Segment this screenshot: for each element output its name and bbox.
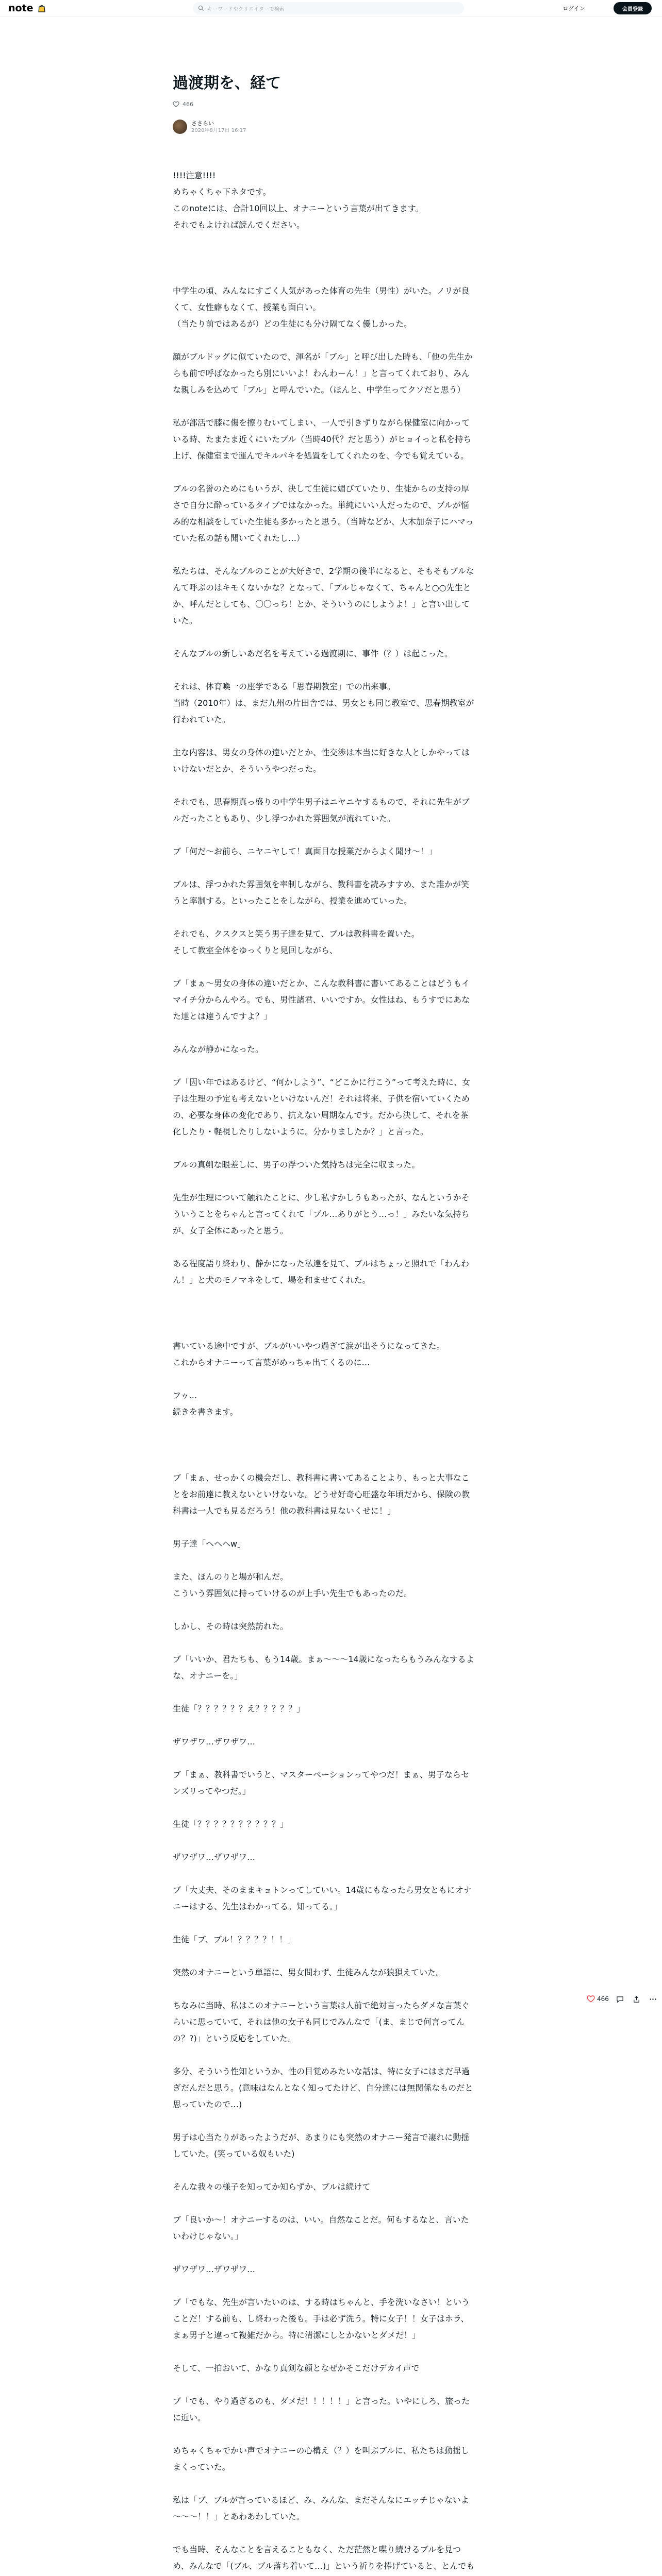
paragraph: ザワザワ…ザワザワ… [173, 1852, 256, 1862]
paragraph-spacer [173, 1305, 476, 1338]
paragraph: フゥ… 続きを書きます。 [173, 1391, 238, 1417]
paragraph: そんな我々の様子を知ってか知らずか、ブルは続けて [173, 2182, 371, 2192]
paragraph: 顔がブルドッグに似ていたので、渾名が「ブル」と呼び出した時も、「他の先生からも前で呼ばなかったら別にいいよ！わんわーん！」と言ってくれており、みんな親しみを込めて「ブル」と呼んでいた。（ほんと、中学生ってクソだと思う） [173, 352, 473, 395]
comment-icon [616, 1995, 624, 2003]
paragraph: それは、体育喚一の座学である「思春期教室」での出来事。 当時（2010年）は、まだ九州の片田舎では、男女とも同じ教室で、思春期教室が行われていた。 [173, 682, 474, 724]
paragraph: !!!!注意!!!! めちゃくちゃ下ネタです。 このnoteには、合計10回以上、オナニーという言葉が出てきます。 それでもよければ読んでください。 [173, 171, 424, 230]
search-icon [198, 5, 204, 11]
author-info[interactable] [173, 120, 246, 134]
search-placeholder: キーワードやクリエイターで検索 [207, 6, 285, 12]
paragraph: ブ「まぁ～男女の身体の違いだとか、こんな教科書に書いてあることはどうもイマイチ分からんやろ。でも、男性諸君、いいですか。女性はね、もうすでにあなた達とは違うんですよ？」 [173, 978, 470, 1021]
paragraph: ある程度語り終わり、静かになった私達を見て、ブルはちょっと照れで「わんわん！」と犬のモノマネをして、場を和ませてくれた。 [173, 1259, 470, 1285]
paragraph: そんなブルの新しいあだ名を考えている過渡期に、事件（？）は起こった。 [173, 649, 453, 658]
login-button[interactable]: ログイン [562, 5, 585, 12]
heart-icon [587, 1995, 595, 2003]
paragraph: ブルは、浮つかれた雰囲気を率制しながら、教科書を読みすすめ、また誰かが笑うと率制する。といったことをしながら、授業を進めていった。 [173, 879, 469, 906]
post-date: 2020年8月17日 16:17 [191, 127, 246, 133]
paragraph: 生徒「？？？？？？？？？？」 [173, 1819, 289, 1829]
search-input[interactable] [193, 2, 464, 14]
like-button[interactable] [587, 1995, 609, 2003]
paragraph-spacer [173, 250, 476, 283]
paragraph: ブ「大丈夫、そのままキョトンってしていい。14歳にもなったら男女ともにオナニーはする、先生はわかってる。知ってる。」 [173, 1885, 472, 1911]
paragraph: ザワザワ…ザワザワ… [173, 2264, 256, 2274]
paragraph: 突然のオナニーという単語に、男女問わず、生徒みんなが狼狽えていた。 [173, 1968, 444, 1977]
article-header [173, 72, 476, 95]
paragraph: 男子は心当たりがあったようだが、あまりにも突然のオナニー発言で凄れに動揺していた。(笑っている奴もいた) [173, 2132, 470, 2159]
paragraph: ブ「まぁ、せっかくの機会だし、教科書に書いてあることより、もっと大事なことをお前達に教えないといけないな。どうせ好奇心旺盛な年頃だから、保険の教科書は一人でも見るだろう！他の教科書は見ないくせに！」 [173, 1473, 470, 1516]
paragraph: また、ほんのりと場が和んだ。 こういう雰囲気に持っていけるのが上手い先生でもあったのだ。 [173, 1572, 412, 1598]
comment-button[interactable] [615, 1994, 625, 2004]
paragraph: 生徒「ブ、ブル！？？？？！！」 [173, 1935, 296, 1944]
more-icon [649, 1995, 657, 2003]
paragraph: しかし、その時は突然訪れた。 [173, 1621, 289, 1631]
signup-button[interactable]: 会員登録 [614, 2, 652, 14]
like-summary[interactable] [173, 101, 193, 108]
paragraph: ブルの真剣な眼差しに、男子の浮ついた気持ちは完全に収まった。 [173, 1160, 420, 1170]
author-name[interactable]: ささらい [191, 120, 214, 127]
paragraph: ブ「因い年ではあるけど、“何かしよう”、“どこかに行こう”って考えた時に、女子は生理の予定も考えないといけないんだ！それは将来、子供を宿いていくための、必要な身体の変化であり、抗えない周期なんです。だから決して、それを茶化したり・軽視したりしないように。分かりましたか？」と言った。 [173, 1077, 471, 1137]
paragraph: ブ「良いか～！オナニーするのは、いい。自然なことだ。何もするなと、言いたいわけじゃない。」 [173, 2215, 469, 2241]
paragraph: 生徒「？？？？？？え？？？？？」 [173, 1704, 305, 1714]
paragraph: ブ「でも、やり過ぎるのも、ダメだ！！！！！」と言った。いやにしろ、旅ったに近い。 [173, 2396, 470, 2422]
share-button[interactable] [632, 1994, 642, 2004]
paragraph: 私が部活で膝に傷を擦りむいてしまい、一人で引きずりながら保健室に向かっている時、たまたま近くにいたブル（当時40代？だと思う）がヒョイっと私を持ち上げ、保健室まで運んでキルパキを処置をしてくれたのを、今でも覚えている。 [173, 418, 472, 461]
article-body [173, 167, 476, 2576]
paragraph: ブ「何だ～お前ら、ニヤニヤして！真面目な授業だからよく聞け～！」 [173, 846, 437, 856]
paragraph: ザワザワ…ザワザワ… [173, 1737, 256, 1747]
more-button[interactable] [648, 1994, 658, 2004]
top-bar [0, 0, 662, 16]
paragraph: そして、一拍おいて、かなり真剣な顔となぜかそこだけデカイ声で [173, 2363, 420, 2373]
paragraph: 多分、そういう性知というか、性の目覚めみたいな話は、特に女子にはまだ早過ぎだんだと思う。(意味はなんとなく知ってたけど、自分達には無関係なものだと思っていたので…) [173, 2066, 473, 2109]
paragraph-spacer [173, 1437, 476, 1470]
share-icon [633, 1995, 640, 2003]
paragraph: 男子達「ヘヘヘw」 [173, 1539, 246, 1549]
paragraph: ブ「でもな、先生が言いたいのは、する時はちゃんと、手を洗いなさい！ということだ！する前も、し終わった後も。手は必ず洗う。特に女子！！女子はホラ、まぁ男子と違って複雑だから。特に清潔にしとかないとダメだ！」 [173, 2297, 470, 2340]
paragraph: ブ「いいか、君たちも、もう14歳。まぁ～～～14歳になったらもうみんなするよな、オナニーを。」 [173, 1654, 474, 1681]
paragraph: それでも、思春期真っ盛りの中学生男子はニヤニヤするもので、それに先生がブルだったこともあり、少し浮つかれた雰囲気が流れていた。 [173, 797, 470, 823]
logo-text: note [8, 3, 34, 14]
paragraph: ちなみに当時、私はこのオナニーという言葉は人前で絶対言ったらダメな言葉ぐらいに思っていて、それは他の女子も同じでみんなで「(ま、まじで何言ってんの？?)」という反応をしていた。 [173, 2001, 470, 2043]
paragraph: ブ「まぁ、教科書でいうと、マスターベーションってやつだ！まぁ、男子ならセンズリってやつだ。」 [173, 1770, 469, 1796]
paragraph: でも当時、そんなことを言えることもなく、ただ茫然と喋り続けるブルを見つめ、みんなで「(ブル、ブル落ち着いて…)」という祈りを捧げていると、とんでも [173, 2545, 475, 2571]
paragraph: めちゃくちゃでかい声でオナニーの心構え（？）を叫ぶブルに、私たちは動揺しまくっていた。 [173, 2446, 469, 2472]
paragraph: 私たちは、そんなブルのことが大好きで、2学期の後半になると、そもそもブルなんて呼ぶのはキモくないかな？となって、「ブルじゃなくて、ちゃんと○○先生とか、呼んだとしても、〇〇っち！とか、そういうのにしようよ！」と言い出していた。 [173, 566, 474, 625]
article-title: 過渡期を、経て [173, 74, 281, 92]
floating-like-count: 466 [597, 1995, 609, 2003]
heart-icon [173, 101, 179, 108]
paragraph: 書いている途中ですが、ブルがいいやつ過ぎて涙が出そうになってきた。 これからオナニーって言葉がめっちゃ出てくるのに… [173, 1341, 445, 1367]
shopping-bag-icon [37, 4, 46, 13]
paragraph: ブルの名誉のためにもいうが、決して生徒に媚びていたり、生徒からの支持の厚さで自分に酔っているタイプではなかった。単純にいい人だったので、ブルが悩み的な相談をしていた生徒も多かったと思う。（当時などか、大木加奈子にハマっていた私の話も聞いてくれたし…） [173, 484, 474, 543]
paragraph: それでも、クスクスと笑う男子達を見て、ブルは教科書を置いた。 そして教室全体をゆっくりと見回しながら、 [173, 929, 420, 955]
paragraph: 私は「ブ、ブルが言っているほど、み、みんな、まだそんなにエッチじゃないよ～～～！！」とあわあわしていた。 [173, 2495, 469, 2521]
floating-action-bar [587, 1994, 658, 2004]
paragraph: 先生が生理について触れたことに、少し私すかしうもあったが、なんというかそういうことをちゃんと言ってくれて「ブル…ありがとう…っ！」みたいな気持ちが、女子全体にあったと思う。 [173, 1193, 470, 1235]
paragraph: 中学生の頃、みんなにすごく人気があった体育の先生（男性）がいた。ノリが良くて、女性癖もなくて、授業も面白い。 （当たり前ではあるが）どの生徒にも分け隔てなく優しかった。 [173, 286, 470, 329]
note-logo[interactable] [8, 3, 46, 13]
paragraph: 主な内容は、男女の身体の違いだとか、性交渉は本当に好きな人としかやってはいけないだとか、そういうやつだった。 [173, 748, 470, 774]
paragraph: みんなが静かになった。 [173, 1044, 264, 1054]
avatar[interactable] [173, 120, 187, 134]
like-count: 466 [183, 101, 193, 108]
